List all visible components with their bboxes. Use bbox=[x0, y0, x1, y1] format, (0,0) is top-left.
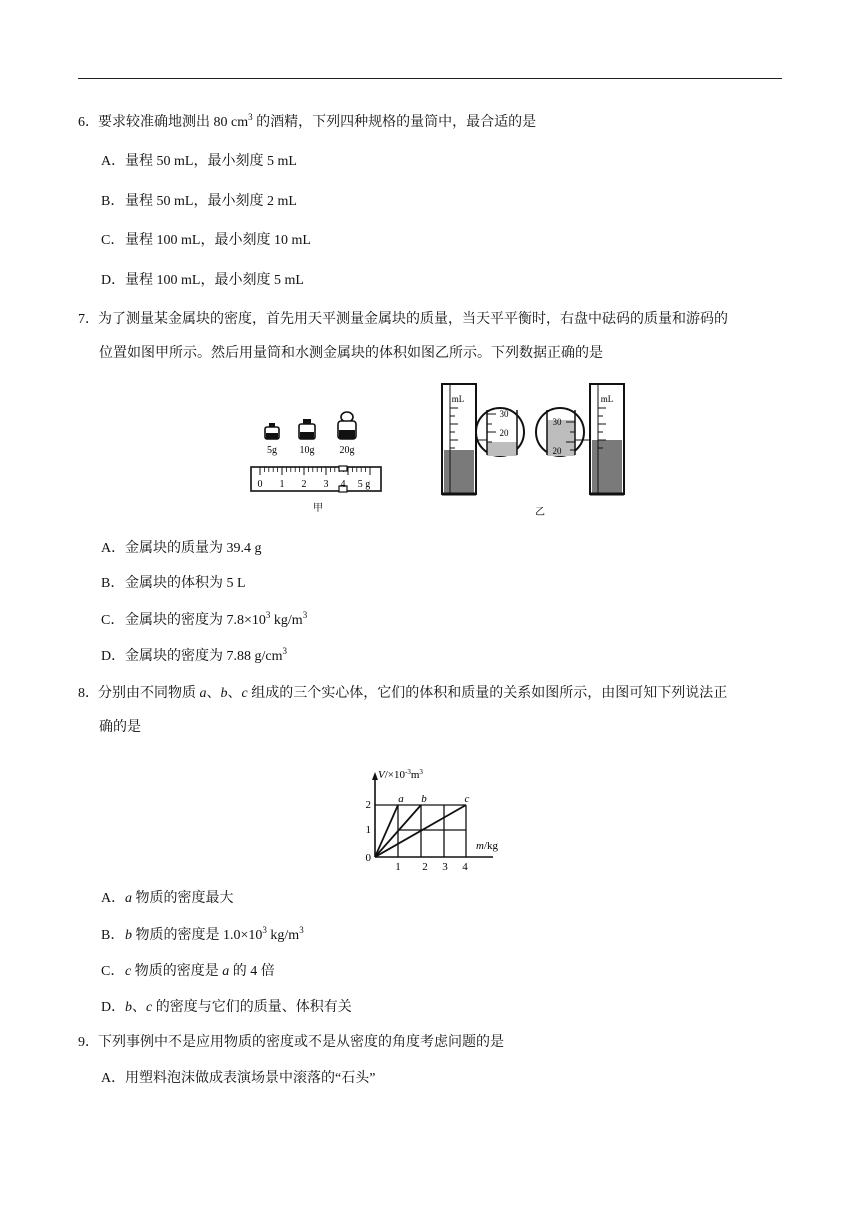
y-axis-label: $V/\times 10^{-3}m^3$ bbox=[378, 768, 423, 781]
question-number: 6． bbox=[78, 115, 99, 130]
line-label-b: b bbox=[421, 793, 427, 805]
rider-marker bbox=[339, 466, 347, 471]
question-7-stem-cont: 位置如图甲所示。然后用量筒和水测金属块的体积如图乙所示。下列数据正确的是 bbox=[99, 346, 603, 361]
zoom-circle-after bbox=[536, 408, 590, 456]
line-a bbox=[375, 805, 398, 857]
q7-option-d[interactable]: D．金属块的密度为 7.88 $g/cm^3$ bbox=[101, 646, 287, 664]
weight-label-10g: 10g bbox=[299, 445, 315, 456]
question-number: 8． bbox=[78, 686, 99, 701]
cylinder-unit-right: mL bbox=[600, 394, 614, 404]
q7-option-a[interactable]: A．金属块的质量为 39.4 g bbox=[101, 541, 262, 556]
line-label-c: c bbox=[464, 793, 470, 805]
zoom-label-30-left: 30 bbox=[499, 409, 509, 419]
q8-option-d[interactable]: D．b、c 的密度与它们的质量、体积有关 bbox=[101, 1000, 352, 1015]
y-tick-2: 2 bbox=[365, 799, 371, 811]
q8-option-a[interactable]: A．a 物质的密度最大 bbox=[101, 891, 234, 906]
question-6-stem: 6．要求较准确地测出 80 $cm^3$ 的酒精，下列四种规格的量筒中，最合适的是 bbox=[78, 112, 537, 130]
origin-label: 0 bbox=[365, 852, 371, 864]
zoom-label-30-right: 30 bbox=[552, 417, 562, 427]
q6-option-c[interactable]: C．量程 100 mL，最小刻度 10 mL bbox=[101, 233, 311, 248]
weight-10g bbox=[299, 419, 315, 439]
q7-option-b[interactable]: B．金属块的体积为 5 L bbox=[101, 576, 246, 591]
weight-label-20g: 20g bbox=[339, 445, 355, 456]
x-tick-4: 4 bbox=[462, 861, 468, 873]
balance-figure bbox=[248, 408, 388, 518]
cylinder-figure bbox=[440, 380, 640, 520]
ruler-tick-5: 5 g bbox=[357, 479, 371, 490]
x-tick-1: 1 bbox=[395, 861, 401, 873]
q6-option-b[interactable]: B．量程 50 mL，最小刻度 2 mL bbox=[101, 194, 297, 209]
ruler-tick-4: 4 bbox=[340, 479, 346, 490]
question-number: 9． bbox=[78, 1035, 99, 1050]
q6-option-d[interactable]: D．量程 100 mL，最小刻度 5 mL bbox=[101, 273, 304, 288]
zoom-label-20-left: 20 bbox=[499, 428, 509, 438]
weight-20g bbox=[338, 412, 356, 439]
question-9-stem: 9．下列事例中不是应用物质的密度或不是从密度的角度考虑问题的是 bbox=[78, 1035, 504, 1050]
question-7-stem: 7．为了测量某金属块的密度，首先用天平测量金属块的质量，当天平平衡时，右盘中砝码的质量和游码的 bbox=[78, 312, 728, 327]
question-8-stem-cont: 确的是 bbox=[99, 720, 141, 735]
zoom-label-20-right: 20 bbox=[552, 446, 562, 456]
q9-option-a[interactable]: A．用塑料泡沫做成表演场景中滚落的“石头” bbox=[101, 1071, 376, 1086]
line-label-a: a bbox=[398, 793, 404, 805]
q8-option-c[interactable]: C．c 物质的密度是 a 的 4 倍 bbox=[101, 964, 275, 979]
x-tick-2: 2 bbox=[422, 861, 428, 873]
ruler-tick-2: 2 bbox=[301, 479, 307, 490]
q6-option-a[interactable]: A．量程 50 mL，最小刻度 5 mL bbox=[101, 154, 297, 169]
q7-option-c[interactable]: C．金属块的密度为 $7.8\times 10^3$ $kg/m^3$ bbox=[101, 610, 308, 628]
question-8-stem: 8．分别由不同物质 a、b、c 组成的三个实心体，它们的体积和质量的关系如图所示，由图可知下列说法正 bbox=[78, 686, 728, 701]
y-tick-1: 1 bbox=[365, 824, 371, 836]
x-axis-label: m/kg bbox=[476, 840, 499, 852]
volume-mass-graph bbox=[358, 764, 518, 874]
q8-option-b[interactable]: B．b 物质的密度是 $1.0\times 10^3$ $kg/m^3$ bbox=[101, 925, 304, 943]
ruler-tick-0: 0 bbox=[257, 479, 263, 490]
figure-caption-yi: 乙 bbox=[535, 507, 545, 518]
cylinder-unit-left: mL bbox=[451, 394, 465, 404]
header-rule bbox=[78, 78, 782, 79]
ruler-tick-3: 3 bbox=[323, 479, 329, 490]
ruler-tick-1: 1 bbox=[279, 479, 285, 490]
figure-caption-jia: 甲 bbox=[313, 503, 323, 514]
weight-5g bbox=[265, 423, 279, 439]
weight-label-5g: 5g bbox=[267, 445, 277, 456]
question-number: 7． bbox=[78, 312, 99, 327]
x-tick-3: 3 bbox=[442, 861, 448, 873]
